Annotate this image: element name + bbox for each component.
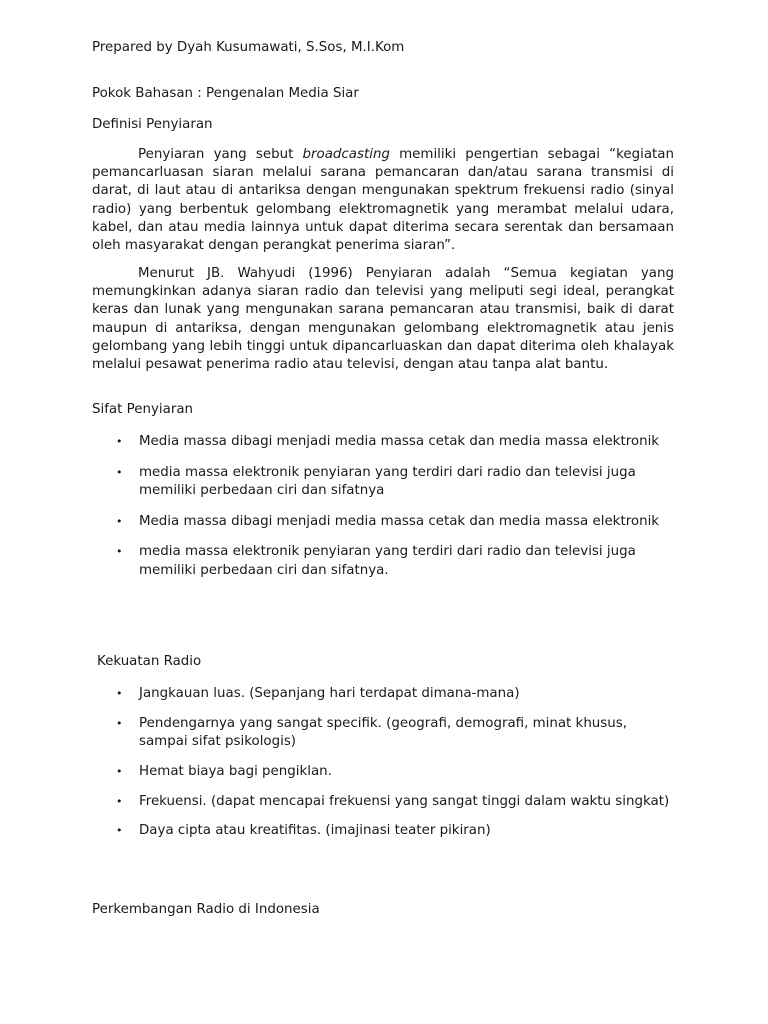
list-item [92,715,674,751]
list-item [92,822,674,840]
definisi-paragraph-2: Menurut JB. Wahyudi (1996) Penyiaran adalah “Semua kegiatan yang memungkinkan adanya siaran radio dan televisi yang meliputi segi ideal, perangkat keras dan lunak yang mengunakan sarana pemancaran atau transmisi, baik di darat maupun di antariksa, dengan mengunakan gelombang elektromagnetik atau jenis gelombang yang lebih tinggi untuk dipancarluaskan dan dapat diterima oleh khalayak melalui pesawat penerima radio atau televisi, dengan atau tanpa alat bantu. [92,266,674,373]
list-item-text: Media massa dibagi menjadi media massa cetak dan media massa elektronik [139,513,660,529]
heading-kekuatan: Kekuatan Radio [97,654,202,669]
bullet-icon: • [116,824,123,838]
sifat-list [92,433,674,592]
definisi-para1-after: memiliki pengertian sebagai “kegiatan pemancarluasan siaran melalui sarana pemancaran dan/atau sarana transmisi di darat, di laut atau di antariksa dengan mengunakan spektrum frekuensi radio (sinyal radio) yang berbentuk gelombang elektromagnetik yang merambat melalui udara, kabel, dan atau media lainnya untuk dapat diterima secara serentak dan bersamaan oleh masyarakat dengan perangkat penerima siaran”. [92,147,674,254]
list-item-text: Hemat biaya bagi pengiklan. [139,763,332,779]
bullet-icon: • [116,465,123,479]
list-item-text: Daya cipta atau kreatifitas. (imajinasi teater pikiran) [139,823,491,839]
definisi-paragraph-1 [92,146,674,255]
bullet-icon: • [116,764,123,778]
author-line: Prepared by Dyah Kusumawati, S.Sos, M.I.Kom [92,40,405,55]
bullet-icon: • [116,687,123,700]
list-item [92,513,674,531]
list-item-text: Pendengarnya yang sangat specifik. (geografi, demografi, minat khusus, sampai sifat psikologis) [139,715,627,749]
definisi-para1-before: Penyiaran yang sebut [138,147,303,162]
list-item-text: media massa elektronik penyiaran yang terdiri dari radio dan televisi juga memiliki perbedaan ciri dan sifatnya [139,464,636,498]
definisi-para1-italic: broadcasting [302,147,390,162]
list-item-text: media massa elektronik penyiaran yang terdiri dari radio dan televisi juga memiliki perbedaan ciri dan sifatnya. [139,544,636,578]
list-item [92,543,674,579]
heading-sifat: Sifat Penyiaran [92,402,194,417]
list-item-text: Jangkauan luas. (Sepanjang hari terdapat dimana-mana) [139,686,520,701]
list-item [92,433,674,451]
kekuatan-list [92,685,674,852]
bullet-icon: • [116,514,123,528]
bullet-icon: • [116,716,123,730]
list-item-text: Frekuensi. (dapat mencapai frekuensi yang sangat tinggi dalam waktu singkat) [139,793,670,809]
bullet-icon: • [116,435,123,448]
bullet-icon: • [116,545,123,559]
list-item [92,793,674,811]
list-item [92,685,674,703]
bullet-icon: • [116,794,123,808]
heading-definisi: Definisi Penyiaran [92,117,213,132]
heading-perkembangan: Perkembangan Radio di Indonesia [92,902,320,917]
subject-line: Pokok Bahasan : Pengenalan Media Siar [92,86,359,101]
list-item [92,464,674,500]
list-item [92,763,674,781]
list-item-text: Media massa dibagi menjadi media massa cetak dan media massa elektronik [139,434,660,449]
